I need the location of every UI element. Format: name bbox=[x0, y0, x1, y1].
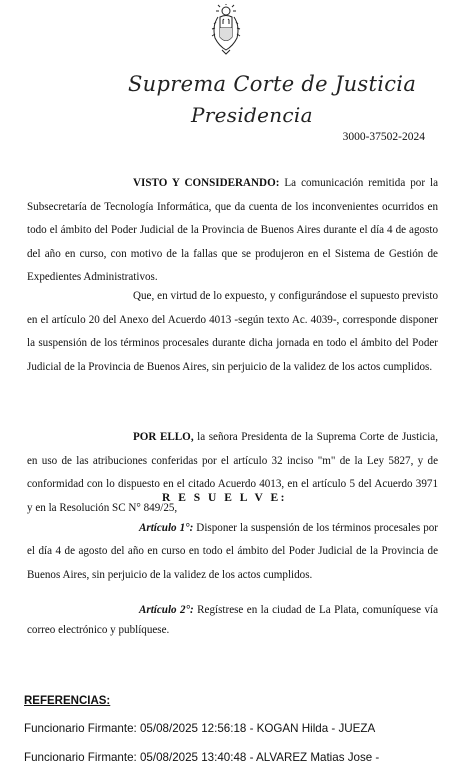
institution-title: Suprema Corte de Justicia bbox=[128, 72, 417, 96]
paragraph-visto bbox=[27, 172, 438, 290]
por-ello-lead: POR ELLO, bbox=[133, 431, 194, 443]
article-2-label: Artículo 2°: bbox=[139, 604, 194, 616]
paragraph-que bbox=[27, 285, 438, 379]
article-2 bbox=[27, 600, 438, 640]
institution-subtitle: Presidencia bbox=[191, 103, 313, 127]
article-2-text: Regístrese en la ciudad de La Plata, comuníquese vía correo electrónico y publíquese. bbox=[27, 604, 439, 636]
visto-text: La comunicación remitida por la Subsecretaría de Tecnología Informática, que da cuenta de los inconvenientes ocurridos en todo el ámbito del Poder Judicial de la Provincia de Buenos Aires durante el día 4 de agosto del año en curso, con motivo de la fallas que se produjeron en el Sistema de Gestión de Expedientes Administrativos. bbox=[27, 177, 438, 284]
article-1-label: Artículo 1°: bbox=[139, 522, 194, 534]
paragraph-por-ello bbox=[27, 426, 438, 520]
que-text: Que, en virtud de lo expuesto, y configurándose el supuesto previsto en el artículo 20 del Anexo del Acuerdo 4013 -según texto Ac. 4039-, corresponde disponer la suspensión de los términos procesales durante dicha jornada en todo el ámbito del Poder Judicial de la Provincia de Buenos Aires, sin perjuicio de la validez de los actos cumplidos. bbox=[27, 290, 438, 373]
visto-lead: VISTO Y CONSIDERANDO: bbox=[133, 177, 280, 189]
referencias-heading: REFERENCIAS: bbox=[24, 695, 111, 707]
por-ello-text: la señora Presidenta de la Suprema Corte de Justicia, en uso de las atribuciones conferidas por el artículo 32 inciso "m" de la Ley 5827, y de conformidad con lo dispuesto en el citado Acuerdo 4013, en el artículo 5 del Acuerdo 3971 y en la Resolución SC N° 849/25, bbox=[27, 431, 438, 514]
coat-of-arms-icon bbox=[209, 4, 243, 60]
article-1 bbox=[27, 517, 438, 587]
signer-line: Funcionario Firmante: 05/08/2025 12:56:18 - KOGAN Hilda - JUEZA bbox=[24, 722, 376, 735]
signer-line: Funcionario Firmante: 05/08/2025 13:40:48 - ALVAREZ Matias Jose - bbox=[24, 751, 380, 764]
article-1-text: Disponer la suspensión de los términos procesales por el día 4 de agosto del año en curso en todo el ámbito del Poder Judicial de la Provincia de Buenos Aires, sin perjuicio de la validez de los actos cumplidos. bbox=[27, 522, 438, 581]
resuelve-heading: R E S U E L V E: bbox=[162, 492, 287, 504]
expediente-number: 3000-37502-2024 bbox=[342, 131, 425, 143]
